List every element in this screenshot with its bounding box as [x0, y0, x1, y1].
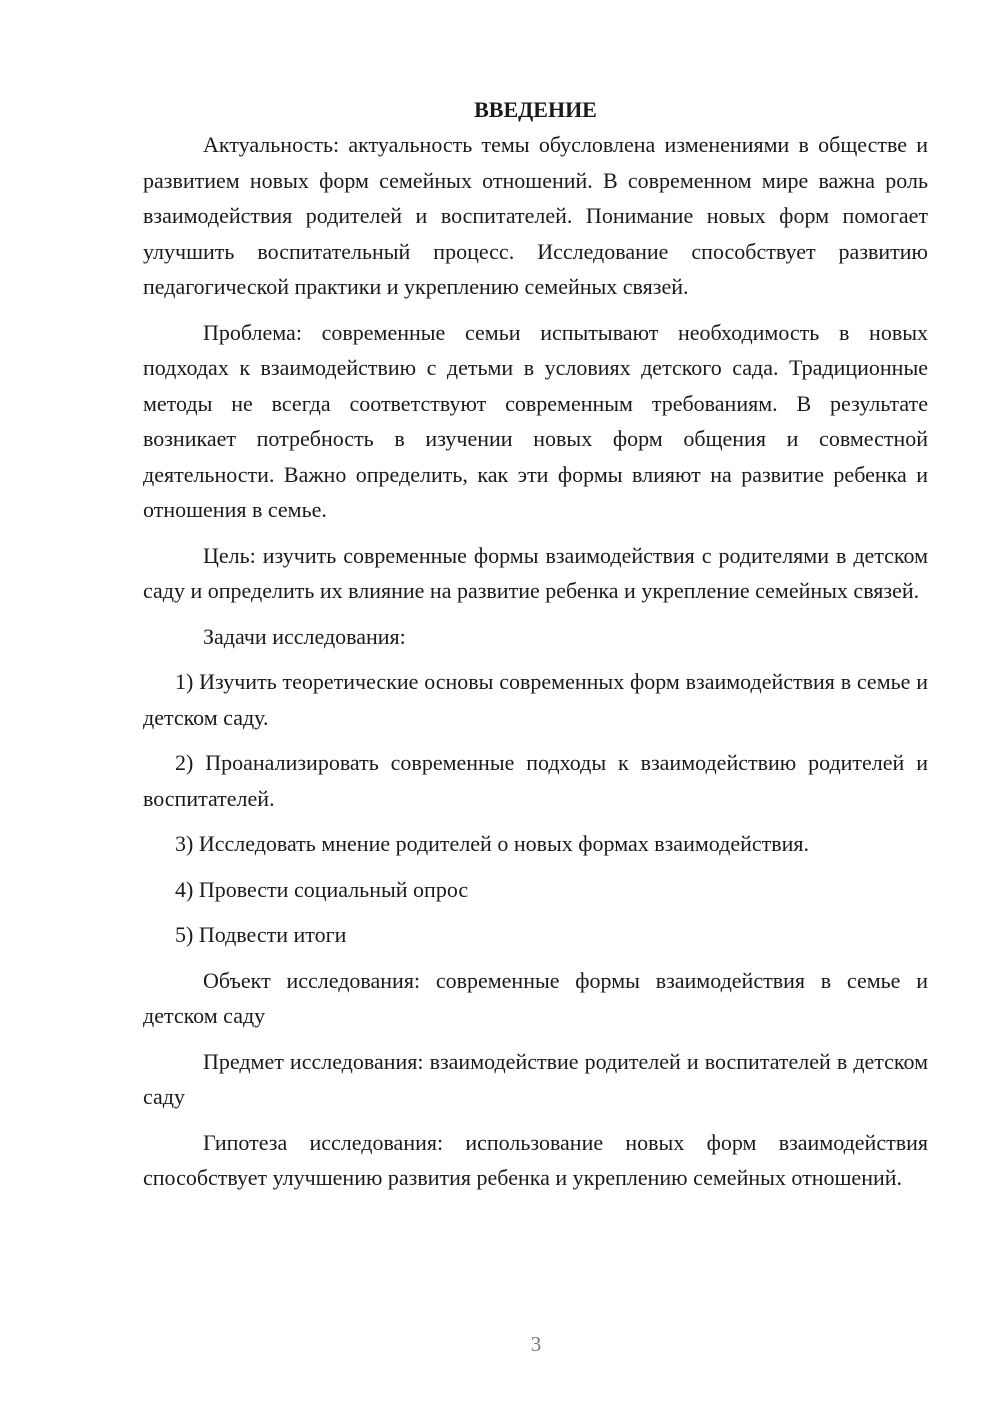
section-heading: ВВЕДЕНИЕ	[474, 97, 597, 122]
page-number: 3	[530, 1332, 542, 1356]
paragraph-hypothesis: Гипотеза исследования: использование новых форм взаимодействия способствует улучшению развития ребенка и укреплению семейных отношений.	[143, 1129, 928, 1190]
task-item-1: 1) Изучить теоретические основы современных форм взаимодействия в семье и детском саду.	[143, 669, 928, 730]
paragraph-object: Объект исследования: современные формы взаимодействия в семье и детском саду	[143, 967, 928, 1028]
task-item-4: 4) Провести социальный опрос	[175, 876, 469, 902]
task-item-3: 3) Исследовать мнение родителей о новых формах взаимодействия.	[175, 831, 810, 856]
paragraph-subject: Предмет исследования: взаимодействие родителей и воспитателей в детском саду	[143, 1048, 928, 1109]
paragraph-relevance: Актуальность: актуальность темы обусловлена изменениями в обществе и развитием новых форм семейных отношений. В современном мире важна роль взаимодействия родителей и воспитателей. Понимание новых форм помогает улучшить воспитательный процесс. Исследование способствует развитию педагогической практики и укреплению семейных связей.	[143, 132, 928, 299]
paragraph-problem: Проблема: современные семьи испытывают необходимость в новых подходах к взаимодействию с детьми в условиях детского сада. Традиционные методы не всегда соответствуют современным требованиям. В результате возникает потребность в изучении новых форм общения и совместной деятельности. Важно определить, как эти формы влияют на развитие ребенка и отношения в семье.	[143, 319, 928, 522]
task-item-5: 5) Подвести итоги	[175, 922, 347, 947]
task-item-2: 2) Проанализировать современные подходы к взаимодействию родителей и воспитателей.	[143, 750, 928, 811]
page-content	[143, 92, 928, 1196]
paragraph-tasks-title: Задачи исследования:	[203, 623, 406, 649]
paragraph-goal: Цель: изучить современные формы взаимодействия с родителями в детском саду и определить их влияние на развитие ребенка и укрепление семейных связей.	[143, 542, 928, 603]
